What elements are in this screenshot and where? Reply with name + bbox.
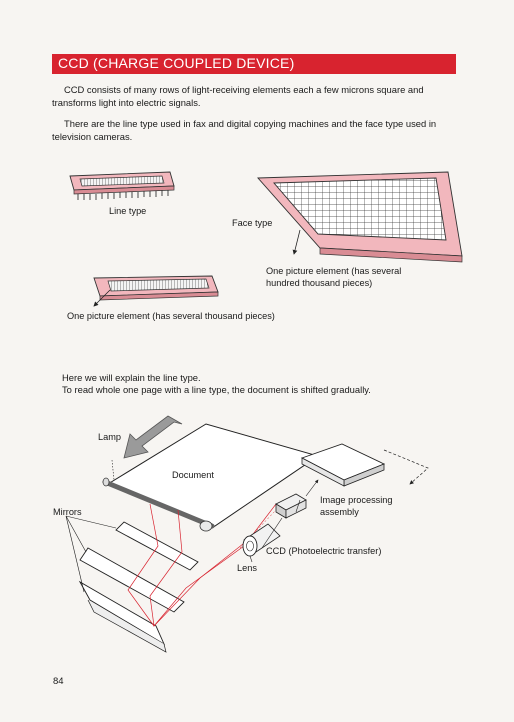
- ccd-sensor: [276, 494, 306, 518]
- line-type-label: Line type: [109, 206, 147, 216]
- line-type-ccd-enlarged: [94, 276, 218, 300]
- page-number: 84: [53, 676, 64, 687]
- explanation-line-1: Here we will explain the line type.: [62, 372, 201, 383]
- face-element-pointer: [294, 230, 300, 254]
- intro-paragraph-2: There are the line type used in fax and digital copying machines and the face type used in television cameras.: [52, 118, 437, 142]
- mirrors-label: Mirrors: [53, 507, 82, 517]
- lamp-label: Lamp: [98, 432, 121, 442]
- image-processing-label: Image processing assembly: [320, 495, 393, 517]
- intro-paragraph-1: CCD consists of many rows of light-receiving elements each a few microns square and transforms light into electric signals.: [52, 84, 424, 108]
- scanner-diagram: [66, 416, 428, 652]
- face-type-ccd-chip: [258, 172, 462, 262]
- line-element-label: One picture element (has several thousand pieces): [67, 311, 275, 321]
- document-label: Document: [172, 470, 214, 480]
- face-type-label: Face type: [232, 218, 273, 228]
- face-element-label: One picture element (has several hundred thousand pieces): [266, 266, 402, 288]
- image-processing-assembly: [302, 444, 384, 486]
- ccd-label: CCD (Photoelectric transfer): [266, 546, 382, 556]
- lens-label: Lens: [237, 563, 257, 573]
- line-type-ccd-chip: [70, 172, 174, 200]
- section-title: CCD (CHARGE COUPLED DEVICE): [58, 55, 295, 71]
- explanation-line-2: To read whole one page with a line type, the document is shifted gradually.: [62, 384, 371, 395]
